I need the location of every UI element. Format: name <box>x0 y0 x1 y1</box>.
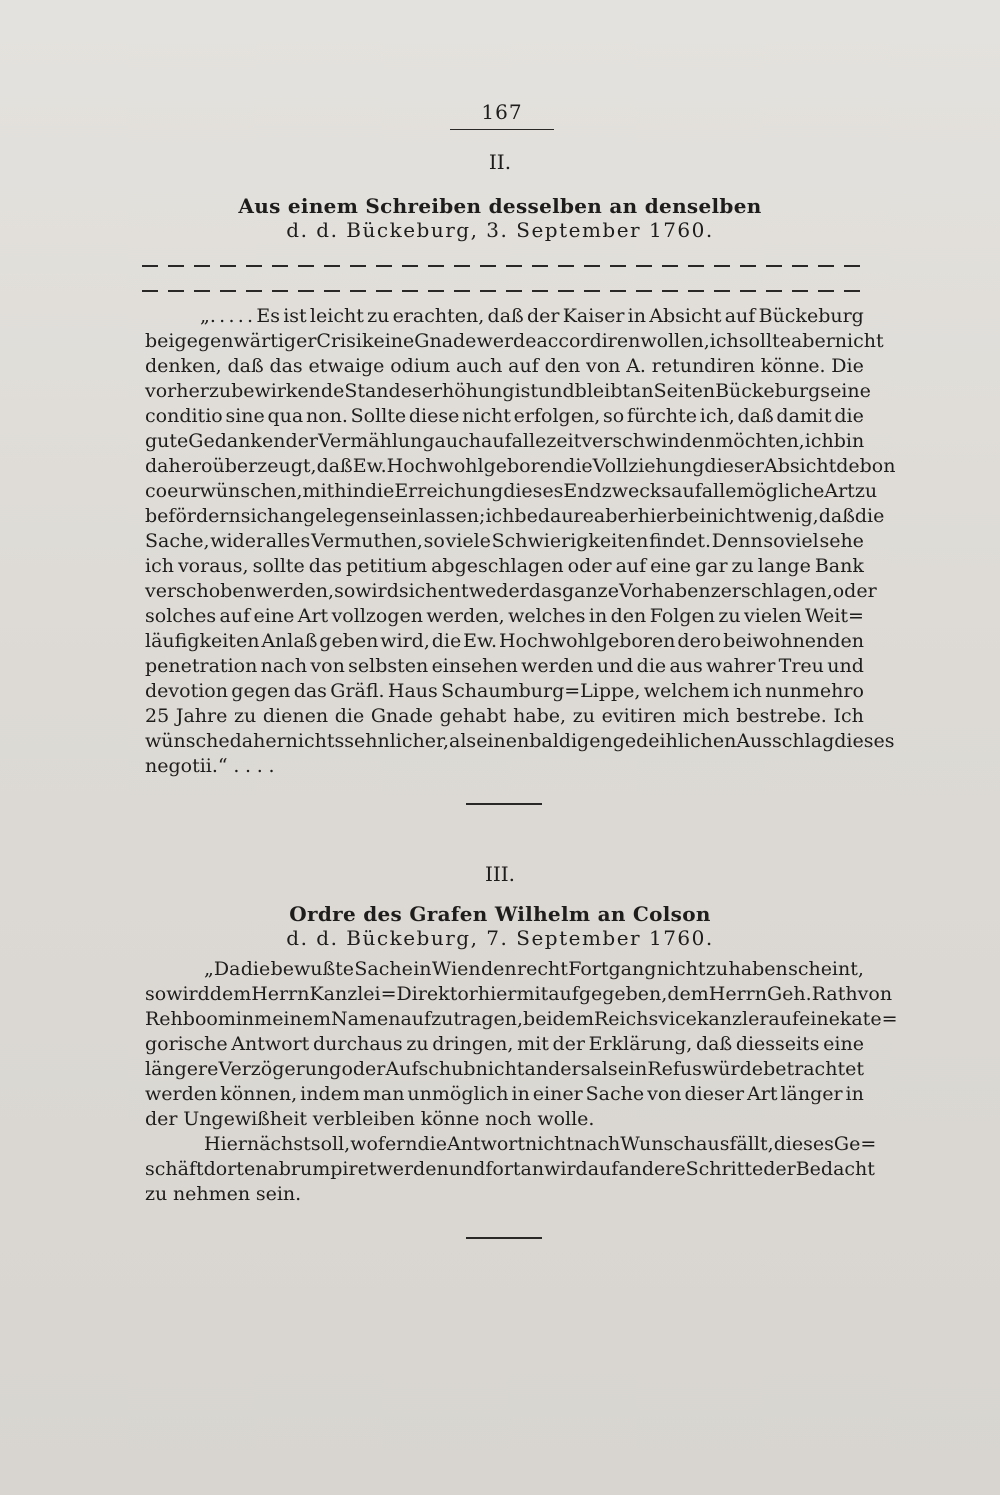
text-line: wünsche daher nichts sehnlicher, als einen baldigen gedeihlichen Ausschlag dieses <box>145 730 895 752</box>
section-ii-title: Aus einem Schreiben desselben an denselben <box>238 194 762 218</box>
section-divider <box>466 803 542 805</box>
text-line: solches auf eine Art vollzogen werden, welches in den Folgen zu vielen Weit= <box>145 605 864 627</box>
text-line: gute Gedanken der Vermählung auch auf allezeit verschwinden möchten, ich bin <box>145 430 865 452</box>
text-line: Hiernächst soll, wofern die Antwort nicht nach Wunsch ausfällt, dieses Ge= <box>204 1133 877 1155</box>
text-line: der Ungewißheit verbleiben könne noch wolle. <box>145 1108 595 1130</box>
text-line: dahero überzeugt, daß Ew. Hochwohlgeboren die Vollziehung dieser Absicht de bon <box>145 455 896 477</box>
text-line: schäft dorten abrumpiret werden und fortan wird auf andere Schritte der Bedacht <box>145 1158 875 1180</box>
section-ii-date: d. d. Bückeburg, 3. September 1760. <box>286 218 714 242</box>
text-line: 25 Jahre zu dienen die Gnade gehabt habe, zu evitiren mich bestrebe. Ich <box>145 705 864 727</box>
text-line: conditio sine qua non. Sollte diese nicht erfolgen, so fürchte ich, daß damit die <box>145 405 864 427</box>
text-line: negotii.“ . . . . <box>145 755 275 777</box>
text-line: „. . . . . Es ist leicht zu erachten, daß der Kaiser in Absicht auf Bückeburg <box>200 305 864 327</box>
text-line: bei gegenwärtiger Crisi keine Gnade werde accordiren wollen, ich sollte aber nicht <box>145 330 884 352</box>
text-line: vorher zu bewirkende Standeserhöhung ist und bleibt an Seiten Bückeburgs eine <box>145 380 871 402</box>
text-line: längere Verzögerung oder Aufschub nicht anders als ein Refus würde betrachtet <box>145 1058 864 1080</box>
text-line: gorische Antwort durchaus zu dringen, mit der Erklärung, daß diesseits eine <box>145 1033 864 1055</box>
section-ii-number: II. <box>488 150 512 174</box>
text-line: befördern sich angelegen sein lassen; ich bedaure aber hierbei nicht wenig, daß die <box>145 505 885 527</box>
text-line: läufigkeiten Anlaß geben wird, die Ew. Hochwohlgeboren dero beiwohnenden <box>145 630 864 652</box>
text-line: ich voraus, sollte das petitium abgeschlagen oder auf eine gar zu lange Bank <box>145 555 864 577</box>
section-iii-date: d. d. Bückeburg, 7. September 1760. <box>286 926 714 950</box>
text-line: „Da die bewußte Sache in Wien den recht Fortgang nicht zu haben scheint, <box>204 958 864 980</box>
text-line: coeur wünschen, mithin die Erreichung dieses Endzwecks auf alle mögliche Art zu <box>145 480 878 502</box>
omission-dash-line <box>142 290 860 292</box>
section-divider <box>466 1237 542 1239</box>
text-line: Sache, wider alles Vermuthen, so viele Schwierigkeiten findet. Denn soviel sehe <box>145 530 864 552</box>
section-iii-number: III. <box>484 862 516 886</box>
text-line: devotion gegen das Gräfl. Haus Schaumburg=Lippe, welchem ich nunmehro <box>145 680 864 702</box>
text-line: werden können, indem man unmöglich in einer Sache von dieser Art länger in <box>145 1083 864 1105</box>
section-iii-title: Ordre des Grafen Wilhelm an Colson <box>289 902 711 926</box>
text-line: Rehboom in meinem Namen aufzutragen, bei dem Reichsvicekanzler auf eine kate= <box>145 1008 898 1030</box>
page-number: 167 <box>450 100 554 130</box>
text-line: denken, daß das etwaige odium auch auf den von A. retundiren könne. Die <box>145 355 864 377</box>
text-line: penetration nach von selbsten einsehen werden und die aus wahrer Treu und <box>145 655 864 677</box>
omission-dash-line <box>142 265 860 267</box>
text-line: so wird dem Herrn Kanzlei=Direktor hiermit aufgegeben, dem Herrn Geh. Rath von <box>145 983 893 1005</box>
text-line: zu nehmen sein. <box>145 1183 302 1205</box>
text-line: verschoben werden, so wird sich entweder das ganze Vorhaben zerschlagen, oder <box>145 580 877 602</box>
